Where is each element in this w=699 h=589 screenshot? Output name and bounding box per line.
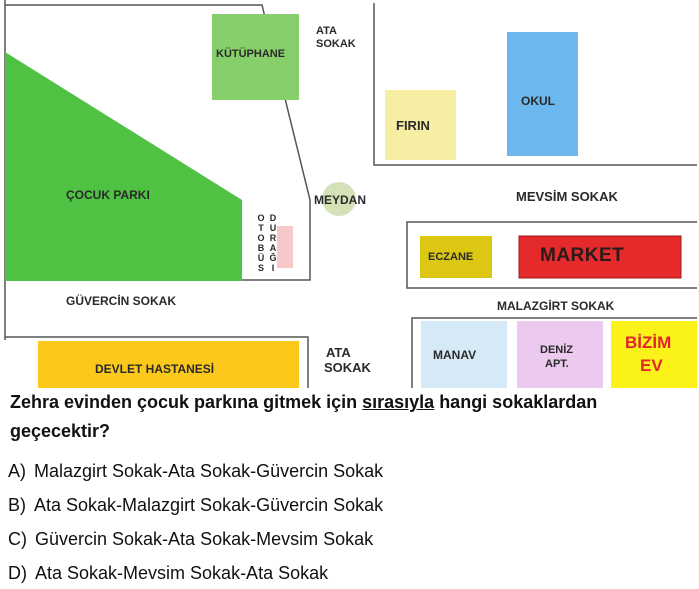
option-c[interactable] (8, 529, 373, 550)
children-park-area (5, 52, 242, 281)
option-b-letter: B) (8, 495, 26, 515)
library-label: KÜTÜPHANE (216, 48, 286, 60)
deniz-apt-label-line2: APT. (545, 358, 569, 370)
children-park-label: ÇOCUK PARKI (66, 188, 150, 202)
question-underlined: sırasıyla (362, 392, 435, 412)
street-ata-bottom-line2: SOKAK (324, 360, 371, 375)
bakery-label: FIRIN (396, 118, 430, 133)
bus-stop-label-otobus: OTOBÜS (257, 213, 265, 273)
home-block (611, 321, 697, 388)
hospital-label: DEVLET HASTANESİ (95, 362, 215, 376)
question-text (10, 388, 690, 446)
option-d[interactable] (8, 563, 328, 584)
option-b-text: Ata Sokak-Malazgirt Sokak-Güvercin Sokak (34, 495, 384, 515)
deniz-apt-label-line1: DENİZ (540, 344, 573, 356)
pharmacy-label: ECZANE (428, 251, 474, 263)
option-a-text: Malazgirt Sokak-Ata Sokak-Güvercin Sokak (34, 461, 384, 481)
question-after: hangi sokaklardan geçecektir? (10, 392, 598, 441)
option-b[interactable] (8, 495, 383, 516)
street-mevsim-label: MEVSİM SOKAK (516, 189, 618, 204)
home-label-line2: EV (640, 356, 663, 375)
street-guvercin-label: GÜVERCİN SOKAK (66, 294, 177, 308)
street-ata-top-line2: SOKAK (316, 38, 356, 50)
greengrocer-label: MANAV (433, 348, 477, 362)
street-ata-bottom-line1: ATA (326, 345, 351, 360)
option-c-text: Güvercin Sokak-Ata Sokak-Mevsim Sokak (35, 529, 374, 549)
square-label: MEYDAN (314, 193, 367, 207)
market-label: MARKET (540, 245, 625, 266)
option-d-text: Ata Sokak-Mevsim Sokak-Ata Sokak (35, 563, 329, 583)
option-a[interactable] (8, 461, 383, 482)
option-d-letter: D) (8, 563, 27, 583)
school-label: OKUL (521, 94, 555, 108)
street-ata-top-line1: ATA (316, 25, 337, 37)
bus-stop-block (277, 226, 293, 268)
home-label-line1: BİZİM (625, 333, 672, 352)
question-before: Zehra evinden çocuk parkına gitmek için (10, 392, 363, 412)
bus-stop-label-duragi: DURAĞI (269, 213, 277, 273)
option-c-letter: C) (8, 529, 27, 549)
option-a-letter: A) (8, 461, 26, 481)
street-malazgirt-label: MALAZGİRT SOKAK (497, 299, 615, 313)
